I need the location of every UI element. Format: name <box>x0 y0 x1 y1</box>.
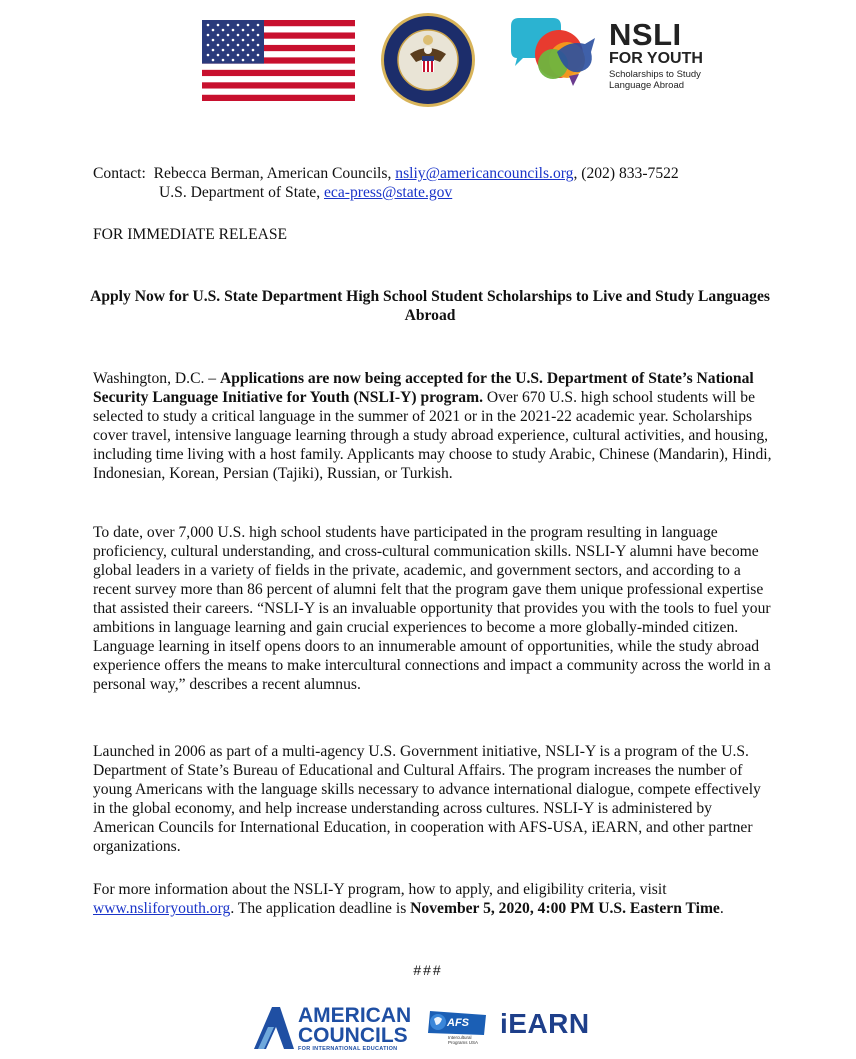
p4-suffix: . <box>719 900 724 917</box>
contact-line1-prefix: Rebecca Berman, American Councils, <box>153 165 396 182</box>
us-flag-icon <box>202 20 355 101</box>
nsli-website-link[interactable]: www.nsliforyouth.org <box>93 900 231 917</box>
p1-bold: Applications are now being accepted for the U.S. Department of State’s National Security Language Initiative for Youth (NSLI-Y) program. <box>93 370 754 406</box>
contact-line1-suffix: , (202) 833-7522 <box>573 165 679 182</box>
afs-caption-2: Programs USA <box>448 1040 479 1045</box>
contact-label: Contact: <box>93 165 146 182</box>
nsli-subtitle: FOR YOUTH <box>609 50 703 67</box>
end-divider: ### <box>413 962 443 978</box>
p4-prefix: For more information about the NSLI-Y program, how to apply, and eligibility criteria, visit <box>93 881 667 898</box>
nsli-tagline-2: Language Abroad <box>609 80 685 91</box>
department-of-state-seal-icon <box>380 12 476 108</box>
contact-line-1 <box>93 164 813 183</box>
nsli-title: NSLI <box>609 17 682 52</box>
iearn-logo: iEARN <box>500 1008 590 1039</box>
paragraph-2: To date, over 7,000 U.S. high school students have participated in the program resulting in language proficiency, cultural understanding, and cross-cultural communication skills. NSLI-Y alumni have become global leaders in a variety of fields in the private, academic, and government sectors, and according to a recent survey more than 86 percent of alumni felt that the program gave them unique professional expertise that assisted their careers. “NSLI-Y is an invaluable opportunity that provides you with the tools to fuel your ambitions in language learning and gain crucial experiences to become a more globally-minded citizen. Language learning in itself opens doors to an innumerable amount of opportunities, while the study abroad experience offers the means to make intercultural connections and impact a community across the world in a personal way,” describes a recent alumnus. <box>93 524 771 693</box>
nsli-speech-bubbles-icon <box>509 16 605 92</box>
contact-line-2 <box>93 183 813 202</box>
p4-middle: . The application deadline is <box>230 900 411 917</box>
p1-lead: Washington, D.C. – <box>93 370 220 387</box>
contact-line2-prefix: U.S. Department of State, <box>159 184 324 201</box>
nsli-for-youth-logo <box>509 16 709 96</box>
contact-email-american-councils[interactable]: nsliy@americancouncils.org <box>395 165 574 182</box>
paragraph-4 <box>93 880 773 918</box>
header-logos <box>0 0 856 120</box>
afs-caption-1: Intercultural <box>448 1035 472 1040</box>
afs-caption <box>448 1035 478 1045</box>
american-councils-a-icon <box>254 1005 294 1051</box>
contact-block <box>93 164 813 202</box>
afs-name: AFS <box>447 1017 469 1029</box>
contact-email-state-press[interactable]: eca-press@state.gov <box>324 184 453 201</box>
p1-rest: Over 670 U.S. high school students will be selected to study a critical language in the summer of 2021 or in the 2021-22 academic year. Scholarships cover travel, intensive language learning through a study abroad experience, cultural activities, and housing, including time living with a host family. Applicants may choose to study Arabic, Chinese (Mandarin), Hindi, Indonesian, Korean, Persian (Tajiki), Russian, or Turkish. <box>93 389 772 482</box>
p4-deadline: November 5, 2020, 4:00 PM U.S. Eastern Time <box>410 900 720 917</box>
headline: Apply Now for U.S. State Department High School Student Scholarships to Live and Study Languages Abroad <box>90 288 770 324</box>
ac-line-1: AMERICAN <box>298 1004 412 1027</box>
nsli-tagline-1: Scholarships to Study <box>609 69 701 80</box>
footer-logos <box>0 995 856 1059</box>
afs-logo <box>426 1007 496 1047</box>
ac-line-3: FOR INTERNATIONAL EDUCATION <box>298 1046 398 1052</box>
release-notice: FOR IMMEDIATE RELEASE <box>93 226 288 243</box>
ac-line-2: COUNCILS <box>298 1024 408 1047</box>
paragraph-1 <box>93 369 773 483</box>
paragraph-3: Launched in 2006 as part of a multi-agency U.S. Government initiative, NSLI-Y is a program of the U.S. Department of State’s Bureau of Educational and Cultural Affairs. The program increases the number of young Americans with the language skills necessary to advance international dialogue, compete effectively in the global economy, and help increase understanding across cultures. NSLI-Y is administered by American Councils for International Education, in cooperation with AFS-USA, iEARN, and other partner organizations. <box>93 743 761 855</box>
american-councils-logo <box>254 1005 419 1051</box>
